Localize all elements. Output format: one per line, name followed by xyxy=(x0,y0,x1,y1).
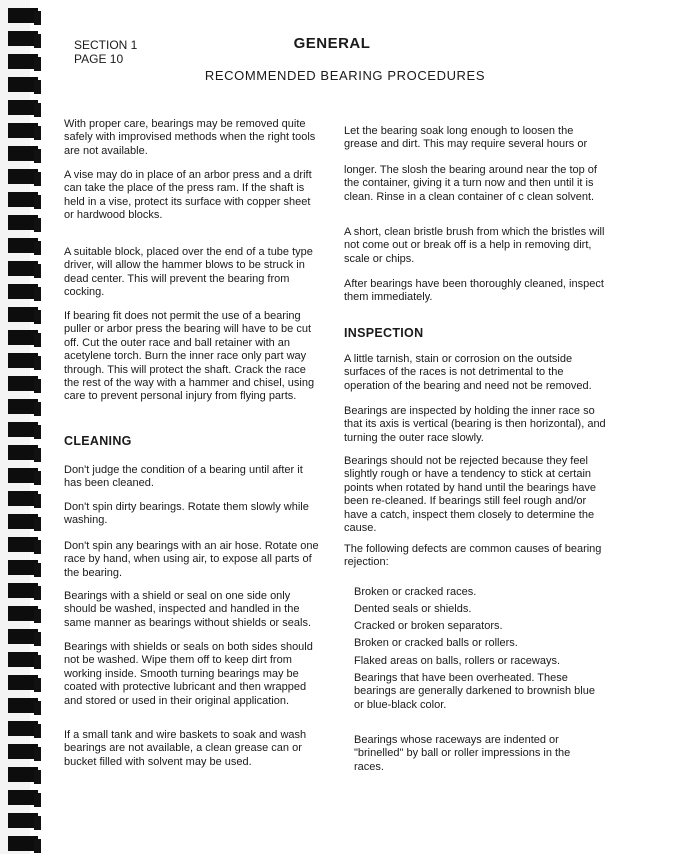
paragraph: Let the bearing soak long enough to loosen the grease and dirt. This may require several hours or xyxy=(344,125,588,151)
binding-ring xyxy=(34,57,41,71)
paragraph: Bearings with shields or seals on both sides should not be washed. Wipe them off to keep dirt from working inside. Smooth turning bearings may be coated with protective lubricant and then wrapped and stored or used in their original application. xyxy=(64,641,313,707)
binding-ring xyxy=(34,80,41,94)
paragraph: Bearings should not be rejected because they feel slightly rough or have a tendency to stick at certain points when rotated by hand until the bearings have been re-cleaned. If bearings still feel rough and/or have a catch, inspect them closely to determine the cause. xyxy=(344,455,596,535)
binding-ring xyxy=(34,379,41,393)
paragraph: Don't spin any bearings with an air hose. Rotate one race by hand, when using air, to expose all parts of the bearing. xyxy=(64,540,319,579)
binding-ring xyxy=(34,816,41,830)
paragraph: A little tarnish, stain or corrosion on the outside surfaces of the races is not detrimental to the operation of the bearing and need not be removed. xyxy=(344,353,592,392)
binding-ring xyxy=(34,747,41,761)
binding-ring xyxy=(34,218,41,232)
paragraph: Bearings with a shield or seal on one side only should be washed, inspected and handled in the same manner as bearings without shields or seals. xyxy=(64,590,312,629)
defect-item: Broken or cracked balls or rollers. xyxy=(354,637,518,649)
binding-ring xyxy=(34,724,41,738)
paragraph: Don't judge the condition of a bearing until after it has been cleaned. xyxy=(64,464,303,490)
binding-ring xyxy=(34,494,41,508)
binding-ring xyxy=(34,356,41,370)
page-title: GENERAL xyxy=(293,35,371,52)
paragraph: If a small tank and wire baskets to soak and wash bearings are not available, a clean grease can or bucket filled with solvent may be used. xyxy=(64,729,307,768)
binding-ring xyxy=(34,264,41,278)
binding-ring xyxy=(34,701,41,715)
paragraph: Bearings whose raceways are indented or "brinelled" by ball or roller impressions in the races. xyxy=(354,734,571,773)
left-column xyxy=(64,0,319,854)
defect-item: Flaked areas on balls, rollers or raceways. xyxy=(354,655,561,667)
binding-ring xyxy=(34,678,41,692)
binding-ring xyxy=(34,770,41,784)
binding-ring xyxy=(34,149,41,163)
binding-ring xyxy=(34,310,41,324)
paragraph: longer. The slosh the bearing around near the top of the container, giving it a turn now and then until it is clean. Rinse in a clean container of c clean solvent. xyxy=(344,164,597,203)
binding-ring xyxy=(34,287,41,301)
binding-ring xyxy=(34,793,41,807)
binding-ring xyxy=(34,655,41,669)
paragraph: The following defects are common causes of bearing rejection: xyxy=(344,543,602,569)
page-label: PAGE 10 xyxy=(74,52,124,66)
binding-ring xyxy=(34,586,41,600)
paragraph: A vise may do in place of an arbor press and a drift can take the place of the press ram. If the shaft is held in a vise, protect its surface with copper sheet or hardwood blocks. xyxy=(64,169,312,222)
binding-ring xyxy=(34,540,41,554)
paragraph: If bearing fit does not permit the use of a bearing puller or arbor press the bearing will have to be cut off. Cut the outer race and ball retainer with an acetylene torch. Burn the inner race only part way through. This will protect the shaft. Crack the race the rest of the way with a hammer and chisel, using care to prevent personal injury from flying parts. xyxy=(64,310,315,403)
cleaning-heading: CLEANING xyxy=(64,434,132,448)
binding-ring xyxy=(34,333,41,347)
binding-ring xyxy=(34,103,41,117)
binding-ring xyxy=(34,632,41,646)
binding-ring xyxy=(34,471,41,485)
page-subtitle: RECOMMENDED BEARING PROCEDURES xyxy=(204,68,486,83)
binding-ring xyxy=(34,563,41,577)
paragraph: After bearings have been thoroughly cleaned, inspect them immediately. xyxy=(344,278,604,304)
binding-ring xyxy=(34,195,41,209)
section-label: SECTION 1 xyxy=(74,38,138,52)
binding-ring xyxy=(34,241,41,255)
spiral-binding xyxy=(0,0,70,854)
defect-item: Bearings that have been overheated. These bearings are generally darkened to brownish blue or blue-black color. xyxy=(354,672,595,711)
paragraph: A suitable block, placed over the end of a tube type driver, will allow the hammer blows to be struck in dead center. This will prevent the bearing from cocking. xyxy=(64,246,313,299)
binding-ring xyxy=(34,402,41,416)
binding-ring xyxy=(34,172,41,186)
binding-ring xyxy=(34,448,41,462)
binding-ring xyxy=(34,517,41,531)
binding-ring xyxy=(34,425,41,439)
paragraph: Bearings are inspected by holding the inner race so that its axis is vertical (bearing is then horizontal), and turning the outer race slowly. xyxy=(344,405,606,444)
defect-item: Broken or cracked races. xyxy=(354,586,477,598)
defect-item: Cracked or broken separators. xyxy=(354,620,503,632)
paragraph: With proper care, bearings may be removed quite safely with improvised methods when the right tools are not available. xyxy=(64,118,316,157)
right-column xyxy=(344,0,610,854)
defect-item: Dented seals or shields. xyxy=(354,603,472,615)
binding-ring xyxy=(34,839,41,853)
binding-ring xyxy=(34,34,41,48)
inspection-heading: INSPECTION xyxy=(344,326,424,340)
binding-ring xyxy=(34,609,41,623)
paragraph: Don't spin dirty bearings. Rotate them slowly while washing. xyxy=(64,501,309,527)
binding-ring xyxy=(34,11,41,25)
paragraph: A short, clean bristle brush from which the bristles will not come out or break off is a help in removing dirt, scale or chips. xyxy=(344,226,605,265)
binding-ring xyxy=(34,126,41,140)
